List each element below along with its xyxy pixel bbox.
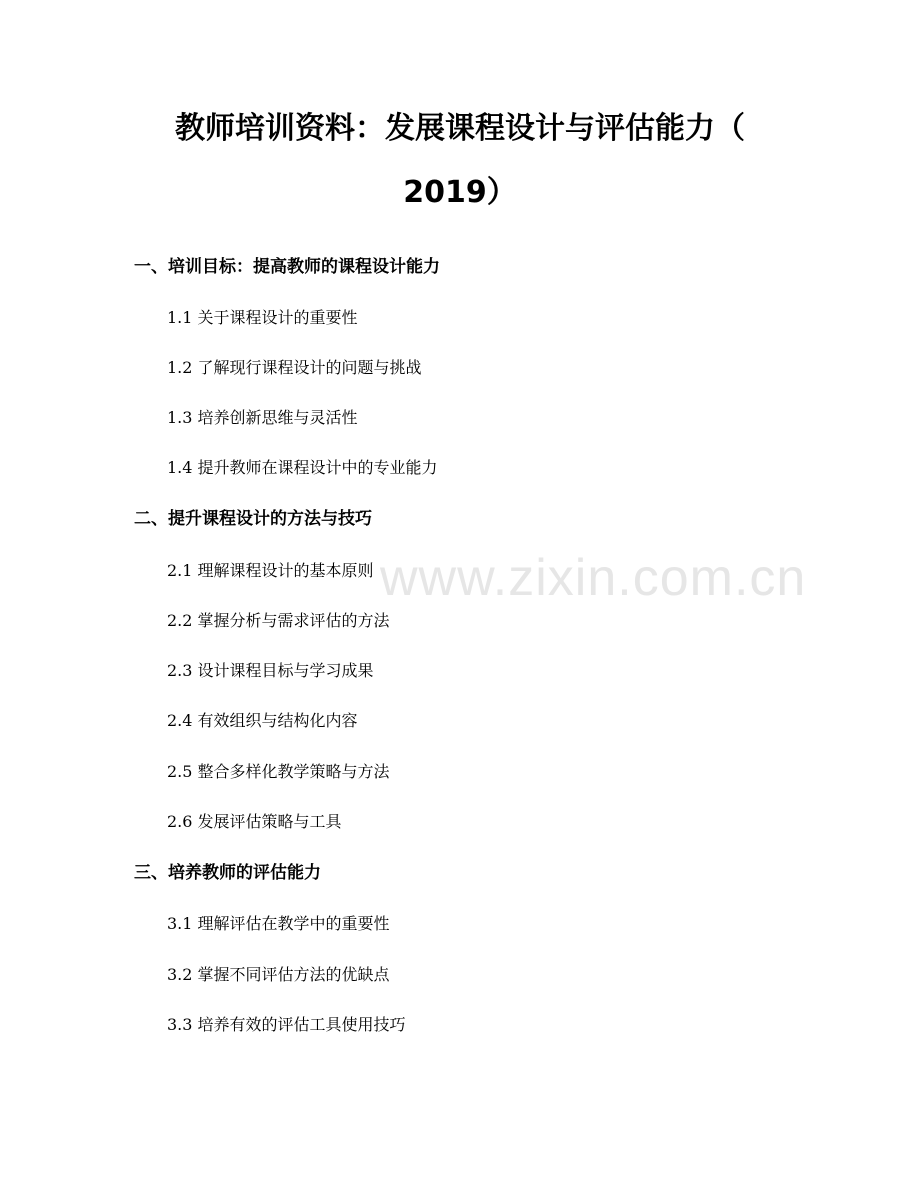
- document-title-line-1: 教师培训资料：发展课程设计与评估能力（: [175, 111, 745, 146]
- list-item: 1.2 了解现行课程设计的问题与挑战: [167, 358, 422, 377]
- list-item: 3.3 培养有效的评估工具使用技巧: [167, 1015, 406, 1034]
- list-item: 2.2 掌握分析与需求评估的方法: [167, 611, 390, 630]
- list-item: 1.4 提升教师在课程设计中的专业能力: [167, 458, 438, 477]
- document-title-line-2: 2019）: [403, 175, 517, 210]
- list-item: 2.1 理解课程设计的基本原则: [167, 561, 374, 580]
- watermark: www.zixin.com.cn: [380, 549, 807, 607]
- list-item: 2.5 整合多样化教学策略与方法: [167, 762, 390, 781]
- section-heading-2: 二、提升课程设计的方法与技巧: [134, 509, 372, 529]
- section-heading-3: 三、培养教师的评估能力: [134, 863, 321, 883]
- list-item: 2.6 发展评估策略与工具: [167, 812, 342, 831]
- list-item: 3.1 理解评估在教学中的重要性: [167, 914, 390, 933]
- list-item: 1.3 培养创新思维与灵活性: [167, 408, 358, 427]
- list-item: 2.4 有效组织与结构化内容: [167, 711, 358, 730]
- section-heading-1: 一、培训目标：提高教师的课程设计能力: [134, 257, 440, 277]
- list-item: 2.3 设计课程目标与学习成果: [167, 661, 374, 680]
- list-item: 1.1 关于课程设计的重要性: [167, 308, 358, 327]
- list-item: 3.2 掌握不同评估方法的优缺点: [167, 965, 390, 984]
